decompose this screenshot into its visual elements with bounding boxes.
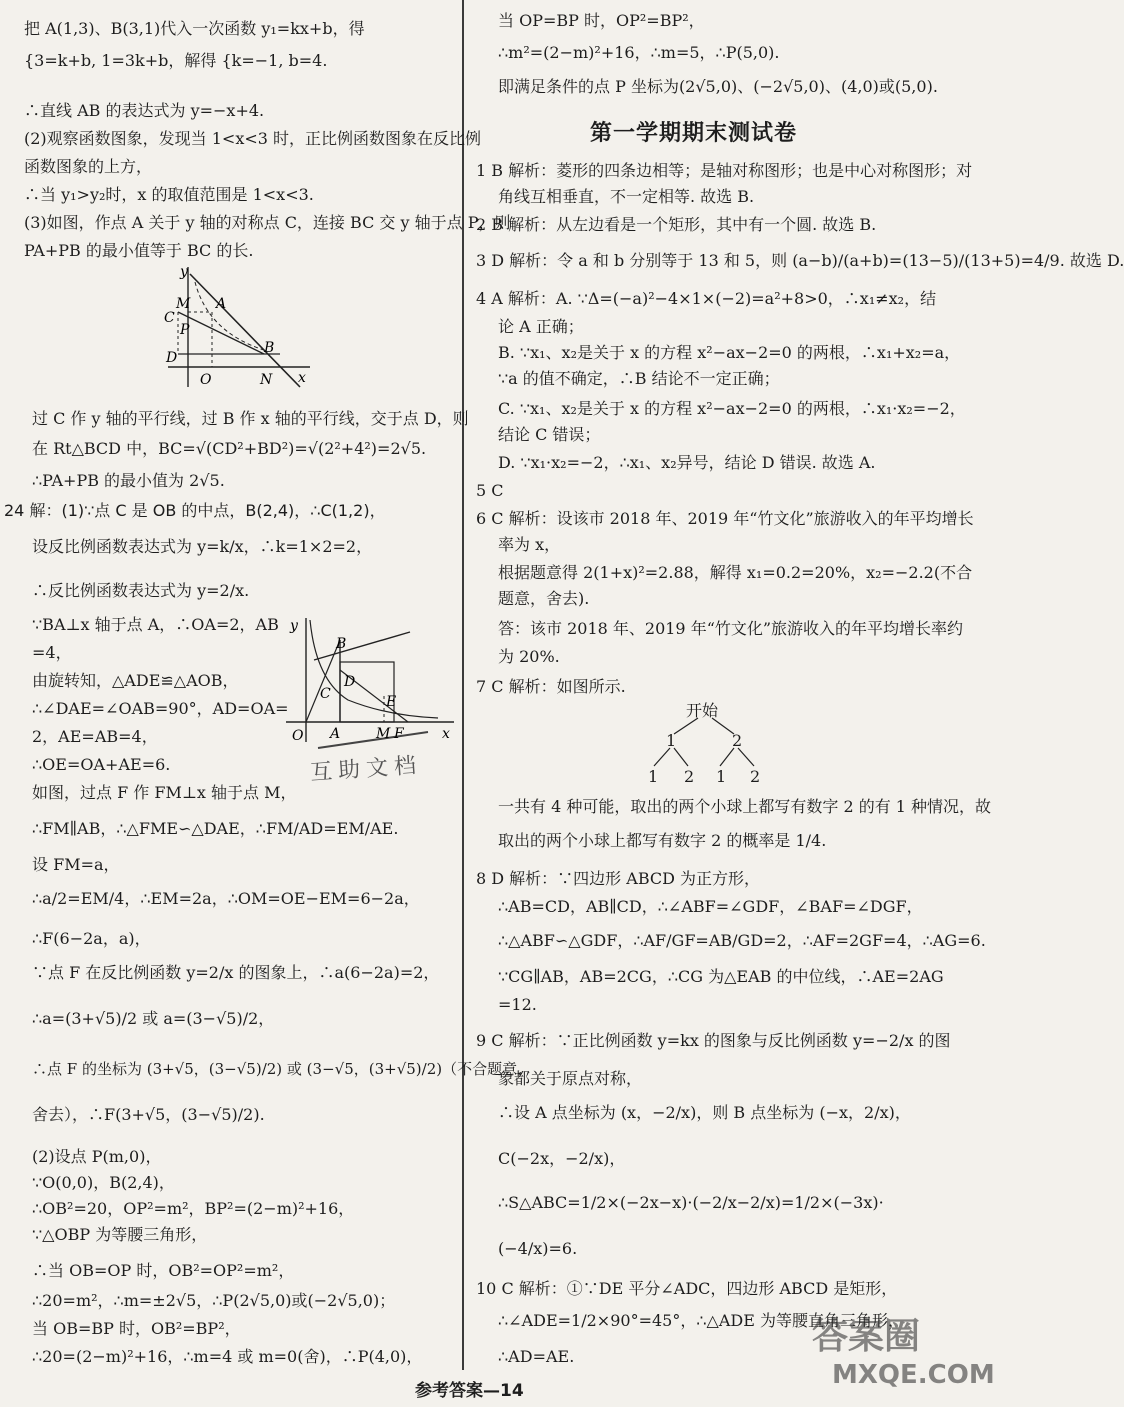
figure1-label: D xyxy=(166,350,178,366)
tree-leaf: 1 xyxy=(716,767,727,786)
figure1-label: N xyxy=(260,372,273,388)
right-line: ∴△ABF∽△GDF，∴AF/GF=AB/GD=2，∴AF=2GF=4，∴AG=6. xyxy=(498,931,986,950)
left-line: ∴当 y₁>y₂时，x 的取值范围是 1<x<3. xyxy=(24,185,314,204)
left-line: 把 A(1,3)、B(3,1)代入一次函数 y₁=kx+b，得 xyxy=(24,19,365,38)
right-line: 角线互相垂直，不一定相等. 故选 B. xyxy=(498,187,755,206)
right-line: 5 C xyxy=(476,481,504,500)
left-line: (3)如图，作点 A 关于 y 轴的对称点 C，连接 BC 交 y 轴于点 P，则 xyxy=(24,213,511,232)
right-line: C. ∵x₁、x₂是关于 x 的方程 x²−ax−2=0 的两根，∴x₁·x₂=−2， xyxy=(498,399,966,418)
left-line: ∵BA⊥x 轴于点 A，∴OA=2，AB xyxy=(32,615,279,634)
figure2-label: x xyxy=(442,726,450,742)
right-line: ∴AB=CD，AB∥CD，∴∠ABF=∠GDF，∠BAF=∠DGF， xyxy=(498,897,923,916)
right-line: 根据题意得 2(1+x)²=2.88，解得 x₁=0.2=20%，x₂=−2.2(不合 xyxy=(498,563,973,582)
left-line: 当 OB=BP 时，OB²=BP²， xyxy=(32,1319,241,1338)
left-line: ∴点 F 的坐标为 (3+√5，(3−√5)/2) 或 (3−√5，(3+√5)/2)（不合题意， xyxy=(32,1060,533,1078)
right-line: 率为 x， xyxy=(498,535,561,554)
figure1-label: y xyxy=(180,264,188,280)
figure2-label: E xyxy=(386,694,397,710)
right-line: ∴设 A 点坐标为 (x，−2/x)，则 B 点坐标为 (−x，2/x)， xyxy=(498,1103,911,1122)
left-line: 过 C 作 y 轴的平行线，过 B 作 x 轴的平行线，交于点 D，则 xyxy=(32,409,469,428)
stamp-bottom-text: MXQE.COM xyxy=(832,1360,995,1390)
right-line: ∴∠ADE=1/2×90°=45°，∴△ADE 为等腰直角三角形， xyxy=(498,1311,904,1330)
right-line: 即满足条件的点 P 坐标为(2√5,0)、(−2√5,0)、(4,0)或(5,0). xyxy=(498,77,938,96)
left-line: (2)设点 P(m,0)， xyxy=(32,1147,162,1166)
stamp-top-text: 答案圈 xyxy=(812,1316,921,1357)
right-line: =12. xyxy=(498,995,537,1014)
right-line: 2 B 解析：从左边看是一个矩形，其中有一个圆. 故选 B. xyxy=(476,215,877,234)
right-line: 结论 C 错误； xyxy=(498,425,601,444)
left-line: (2)观察函数图象，发现当 1<x<3 时，正比例函数图象在反比例 xyxy=(24,129,482,148)
right-line: 取出的两个小球上都写有数字 2 的概率是 1/4. xyxy=(498,831,827,850)
right-line: 象都关于原点对称， xyxy=(498,1069,643,1088)
left-line: 设反比例函数表达式为 y=k/x，∴k=1×2=2， xyxy=(32,537,373,556)
figure1-label: B xyxy=(264,340,275,356)
left-line: 由旋转知，△ADE≌△AOB， xyxy=(32,671,239,690)
right-line: 4 A 解析：A. ∵Δ=(−a)²−4×1×(−2)=a²+8>0，∴x₁≠x₂，结 xyxy=(476,289,937,308)
left-line: ∴∠DAE=∠OAB=90°，AD=OA= xyxy=(32,699,289,718)
left-line: ∵点 F 在反比例函数 y=2/x 的图象上，∴a(6−2a)=2， xyxy=(32,963,440,982)
tree-root: 开始 xyxy=(686,701,719,720)
right-line: ∴AD=AE. xyxy=(498,1347,575,1366)
tree-leaf: 2 xyxy=(684,767,695,786)
left-line: ∴当 OB=OP 时，OB²=OP²=m²， xyxy=(32,1261,295,1280)
left-line: ∴OE=OA+AE=6. xyxy=(32,755,171,774)
figure1-label: x xyxy=(298,370,306,386)
right-line: 7 C 解析：如图所示. xyxy=(476,677,626,696)
figure2-label: C xyxy=(320,686,331,702)
right-line: ∴m²=(2−m)²+16，∴m=5，∴P(5,0). xyxy=(498,43,780,62)
figure2-label: O xyxy=(292,728,304,744)
right-line: D. ∵x₁·x₂=−2，∴x₁、x₂异号，结论 D 错误. 故选 A. xyxy=(498,453,876,472)
tree-leaf: 1 xyxy=(648,767,659,786)
left-line: {3=k+b, 1=3k+b，解得 {k=−1, b=4. xyxy=(24,51,328,70)
figure1-label: P xyxy=(180,322,190,338)
left-line: 在 Rt△BCD 中，BC=√(CD²+BD²)=√(2²+4²)=2√5. xyxy=(32,439,427,458)
figure1-label: O xyxy=(200,372,212,388)
figure1-label: A xyxy=(216,296,227,312)
right-line: 10 C 解析：①∵DE 平分∠ADC，四边形 ABCD 是矩形， xyxy=(476,1279,898,1298)
left-line: ∵O(0,0)，B(2,4)， xyxy=(32,1173,175,1192)
column-divider xyxy=(462,0,464,1370)
figure-geometry-2 xyxy=(278,610,458,748)
figure2-label: M xyxy=(376,726,391,742)
left-line: ∵△OBP 为等腰三角形， xyxy=(32,1225,208,1244)
right-line: 答：该市 2018 年、2019 年“竹文化”旅游收入的年平均增长率约 xyxy=(498,619,964,638)
left-line: ∴20=m²，∴m=±2√5，∴P(2√5,0)或(−2√5,0)； xyxy=(32,1291,396,1310)
left-line: ∴FM∥AB，∴△FME∽△DAE，∴FM/AD=EM/AE. xyxy=(32,819,399,838)
right-line: B. ∵x₁、x₂是关于 x 的方程 x²−ax−2=0 的两根，∴x₁+x₂=a， xyxy=(498,343,961,362)
left-line: ∴F(6−2a，a)， xyxy=(32,929,151,948)
left-line: PA+PB 的最小值等于 BC 的长. xyxy=(24,241,254,260)
watermark: 互助文档 xyxy=(309,753,423,786)
right-line: ∵CG∥AB，AB=2CG，∴CG 为△EAB 的中位线，∴AE=2AG xyxy=(498,967,944,986)
figure2-label: A xyxy=(330,726,341,742)
left-line: 函数图象的上方， xyxy=(24,157,153,176)
tree-leaf: 2 xyxy=(750,767,761,786)
right-line: 3 D 解析：令 a 和 b 分别等于 13 和 5，则 (a−b)/(a+b)=(13−5)/(13+5)=4/9. 故选 D. xyxy=(476,251,1124,270)
figure2-label: F xyxy=(394,726,404,742)
right-line: 为 20%. xyxy=(498,647,560,666)
right-line: (−4/x)=6. xyxy=(498,1239,578,1258)
left-line: ∴OB²=20，OP²=m²，BP²=(2−m)²+16， xyxy=(32,1199,355,1218)
tree-node: 2 xyxy=(732,731,743,750)
figure2-label: D xyxy=(344,674,356,690)
left-line: 设 FM=a， xyxy=(32,855,120,874)
figure2-label: B xyxy=(336,636,347,652)
left-line: ∴直线 AB 的表达式为 y=−x+4. xyxy=(24,101,265,120)
right-line: ∵a 的值不确定，∴B 结论不一定正确； xyxy=(498,369,780,388)
right-line: 6 C 解析：设该市 2018 年、2019 年“竹文化”旅游收入的年平均增长 xyxy=(476,509,974,528)
left-line: ∴PA+PB 的最小值为 2√5. xyxy=(32,471,225,490)
tree-node: 1 xyxy=(666,731,677,750)
left-line: ∴a/2=EM/4，∴EM=2a，∴OM=OE−EM=6−2a， xyxy=(32,889,420,908)
left-line: =4， xyxy=(32,643,72,662)
right-line: 1 B 解析：菱形的四条边相等；是轴对称图形；也是中心对称图形；对 xyxy=(476,161,973,180)
right-line: C(−2x，−2/x)， xyxy=(498,1149,626,1168)
left-line: 24 解：(1)∵点 C 是 OB 的中点，B(2,4)，∴C(1,2)， xyxy=(4,501,386,520)
left-line: ∴a=(3+√5)/2 或 a=(3−√5)/2， xyxy=(32,1009,275,1028)
right-line: 论 A 正确； xyxy=(498,317,584,336)
watermark-stamp xyxy=(812,1308,997,1403)
left-line: 2，AE=AB=4， xyxy=(32,727,158,746)
figure-geometry-1 xyxy=(160,262,320,394)
figure1-label: M xyxy=(176,296,191,312)
left-line: ∴20=(2−m)²+16，∴m=4 或 m=0(舍)，∴P(4,0)， xyxy=(32,1347,423,1366)
right-line: 8 D 解析：∵四边形 ABCD 为正方形， xyxy=(476,869,761,888)
left-line: 如图，过点 F 作 FM⊥x 轴于点 M， xyxy=(32,783,297,802)
left-line: 舍去），∴F(3+√5，(3−√5)/2). xyxy=(32,1105,265,1124)
figure2-label: y xyxy=(290,618,298,634)
right-line: 当 OP=BP 时，OP²=BP²， xyxy=(498,11,705,30)
section-title: 第一学期期末测试卷 xyxy=(590,121,798,146)
probability-tree xyxy=(620,700,800,790)
figure1-label: C xyxy=(164,310,175,326)
right-line: 9 C 解析：∵正比例函数 y=kx 的图象与反比例函数 y=−2/x 的图 xyxy=(476,1031,951,1050)
page-footer: 参考答案—14 xyxy=(415,1381,524,1401)
left-line: ∴反比例函数表达式为 y=2/x. xyxy=(32,581,250,600)
right-line: 一共有 4 种可能，取出的两个小球上都写有数字 2 的有 1 种情况，故 xyxy=(498,797,992,816)
right-line: 题意，舍去). xyxy=(498,589,590,608)
right-line: ∴S△ABC=1/2×(−2x−x)·(−2/x−2/x)=1/2×(−3x)· xyxy=(498,1193,884,1212)
